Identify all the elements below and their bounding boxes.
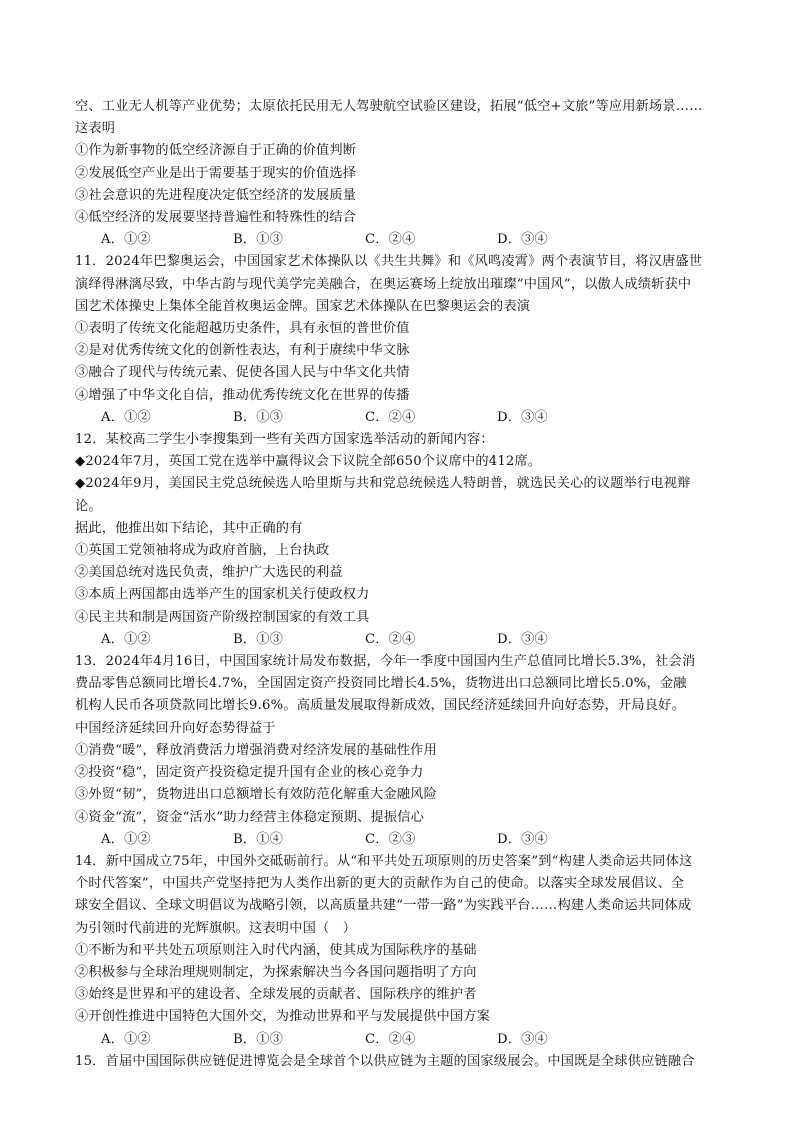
question-15 bbox=[75, 1051, 735, 1073]
option-b: B．①③ bbox=[233, 1031, 284, 1047]
statement-3: ③融合了现代与传统元素、促使各国人民与中华文化共情 bbox=[75, 365, 410, 381]
question-stem-line: 中国经济延续回升向好态势得益于 bbox=[75, 720, 276, 736]
question-stem-line: 空、工业无人机等产业优势；太原依托民用无人驾驶航空试验区建设，拓展“低空+文旅”等应用新场景…… bbox=[75, 99, 703, 114]
statement-2: ②发展低空产业是出于需要基于现实的价值选择 bbox=[75, 165, 357, 181]
question-stem-line: 论。 bbox=[75, 498, 102, 514]
question-stem-line: 费品零售总额同比增长4.7%，全国固定资产投资同比增长4.5%，货物进出口总额同比增长5.0%，金融 bbox=[75, 676, 687, 692]
statement-2: ②投资“稳”，固定资产投资稳定提升国有企业的核心竞争力 bbox=[75, 765, 424, 781]
statement-4: ④开创性推进中国特色大国外交，为推动世界和平与发展提供中国方案 bbox=[75, 1009, 491, 1025]
exam-page bbox=[75, 96, 735, 1073]
statement-1: ①表明了传统文化能超越历史条件，具有永恒的普世价值 bbox=[75, 321, 410, 337]
question-stem-line: 12．某校高二学生小李搜集到一些有关西方国家选举活动的新闻内容： bbox=[75, 432, 494, 448]
statement-4: ④资金“流”，资金“活水”助力经营主体稳定预期、提振信心 bbox=[75, 809, 425, 825]
option-a: A．①② bbox=[101, 232, 151, 248]
answer-options bbox=[75, 229, 735, 251]
question-stem-line: 11．2024年巴黎奥运会，中国国家艺术体操队以《共生共舞》和《风鸣凌霄》两个表演节目，将汉唐盛世 bbox=[75, 254, 703, 270]
answer-options bbox=[75, 629, 735, 651]
question-12 bbox=[75, 429, 735, 651]
statement-1: ①英国工党领袖将成为政府首脑，上台执政 bbox=[75, 543, 330, 559]
question-11 bbox=[75, 251, 735, 429]
option-a: A．①② bbox=[101, 409, 151, 425]
option-b: B．①③ bbox=[233, 232, 284, 248]
question-stem-line: 13．2024年4月16日，中国国家统计局发布数据，今年一季度中国国内生产总值同比增长5.3%，社会消 bbox=[75, 654, 696, 670]
option-d: D．③④ bbox=[497, 831, 548, 847]
question-stem-line: 个时代答案”，中国共产党坚持把为人类作出新的更大的贡献作为自己的使命。以落实全球发展倡议、全 bbox=[75, 876, 685, 892]
option-c: C．②④ bbox=[365, 409, 416, 425]
option-d: D．③④ bbox=[497, 631, 548, 647]
option-b: B．①③ bbox=[233, 409, 284, 425]
statement-2: ②美国总统对选民负责，维护广大选民的利益 bbox=[75, 565, 343, 581]
question-stem-line: ◆2024年7月，英国工党在选举中赢得议会下议院全部650个议席中的412席。 bbox=[75, 454, 542, 470]
statement-2: ②积极参与全球治理规则制定，为探索解决当今各国问题指明了方向 bbox=[75, 964, 477, 980]
answer-options bbox=[75, 1029, 735, 1051]
question-13 bbox=[75, 651, 735, 851]
statement-1: ①不断为和平共处五项原则注入时代内涵，使其成为国际秩序的基础 bbox=[75, 942, 477, 958]
question-stem-line: ◆2024年9月，美国民主党总统候选人哈里斯与共和党总统候选人特朗普，就选民关心的议题举行电视辩 bbox=[75, 476, 691, 492]
option-c: C．②④ bbox=[365, 631, 416, 647]
option-b: B．①④ bbox=[233, 831, 284, 847]
statement-3: ③始终是世界和平的建设者、全球发展的贡献者、国际秩序的维护者 bbox=[75, 987, 477, 1003]
answer-options bbox=[75, 407, 735, 429]
question-14 bbox=[75, 851, 735, 1051]
statement-4: ④增强了中华文化自信，推动优秀传统文化在世界的传播 bbox=[75, 387, 410, 403]
option-a: A．①② bbox=[101, 1031, 151, 1047]
statement-3: ③社会意识的先进程度决定低空经济的发展质量 bbox=[75, 187, 357, 203]
answer-options bbox=[75, 829, 735, 851]
option-d: D．③④ bbox=[497, 232, 548, 248]
question-10 bbox=[75, 96, 735, 251]
option-d: D．③④ bbox=[497, 409, 548, 425]
statement-2: ②是对优秀传统文化的创新性表达，有利于赓续中华文脉 bbox=[75, 343, 410, 359]
statement-1: ①消费“暖”，释放消费活力增强消费对经济发展的基础性作用 bbox=[75, 742, 437, 758]
question-stem-line: 国艺术体操史上集体全能首枚奥运金牌。国家艺术体操队在巴黎奥运会的表演 bbox=[75, 298, 531, 314]
option-b: B．①③ bbox=[233, 631, 284, 647]
statement-3: ③外贸“韧”，货物进出口总额增长有效防范化解重大金融风险 bbox=[75, 787, 437, 803]
option-c: C．②④ bbox=[365, 232, 416, 248]
question-stem-line: 演绎得淋漓尽致，中华古韵与现代美学完美融合，在奥运赛场上绽放出璀璨“中国风”，以傲人成绩斩获中 bbox=[75, 276, 692, 292]
question-stem-line: 为引领时代前进的光辉旗帜。这表明中国（ ） bbox=[75, 920, 357, 936]
statement-4: ④民主共和制是两国资产阶级控制国家的有效工具 bbox=[75, 609, 370, 625]
statement-4: ④低空经济的发展要坚持普遍性和特殊性的结合 bbox=[75, 210, 357, 226]
option-c: C．②④ bbox=[365, 1031, 416, 1047]
option-a: A．①② bbox=[101, 831, 151, 847]
question-stem-line: 15．首届中国国际供应链促进博览会是全球首个以供应链为主题的国家级展会。中国既是全球供应链融合 bbox=[75, 1053, 695, 1069]
option-a: A．①② bbox=[101, 631, 151, 647]
question-stem-line: 14．新中国成立75年，中国外交砥砺前行。从“和平共处五项原则的历史答案”到“构建人类命运共同体这 bbox=[75, 853, 693, 869]
option-c: C．②③ bbox=[365, 831, 416, 847]
statement-3: ③本质上两国都由选举产生的国家机关行使政权力 bbox=[75, 587, 370, 603]
statement-1: ①作为新事物的低空经济源自于正确的价值判断 bbox=[75, 143, 357, 159]
question-stem-line: 这表明 bbox=[75, 121, 116, 137]
question-stem-line: 机构人民币各项贷款同比增长9.6%。高质量发展取得新成效，国民经济延续回升向好态势，开局良好。 bbox=[75, 698, 685, 714]
option-d: D．③④ bbox=[497, 1031, 548, 1047]
question-stem-line: 据此，他推出如下结论，其中正确的有 bbox=[75, 520, 303, 536]
question-stem-line: 球安全倡议、全球文明倡议为战略引领，以高质量共建“一带一路”为实践平台……构建人类命运共同体成 bbox=[75, 898, 692, 914]
